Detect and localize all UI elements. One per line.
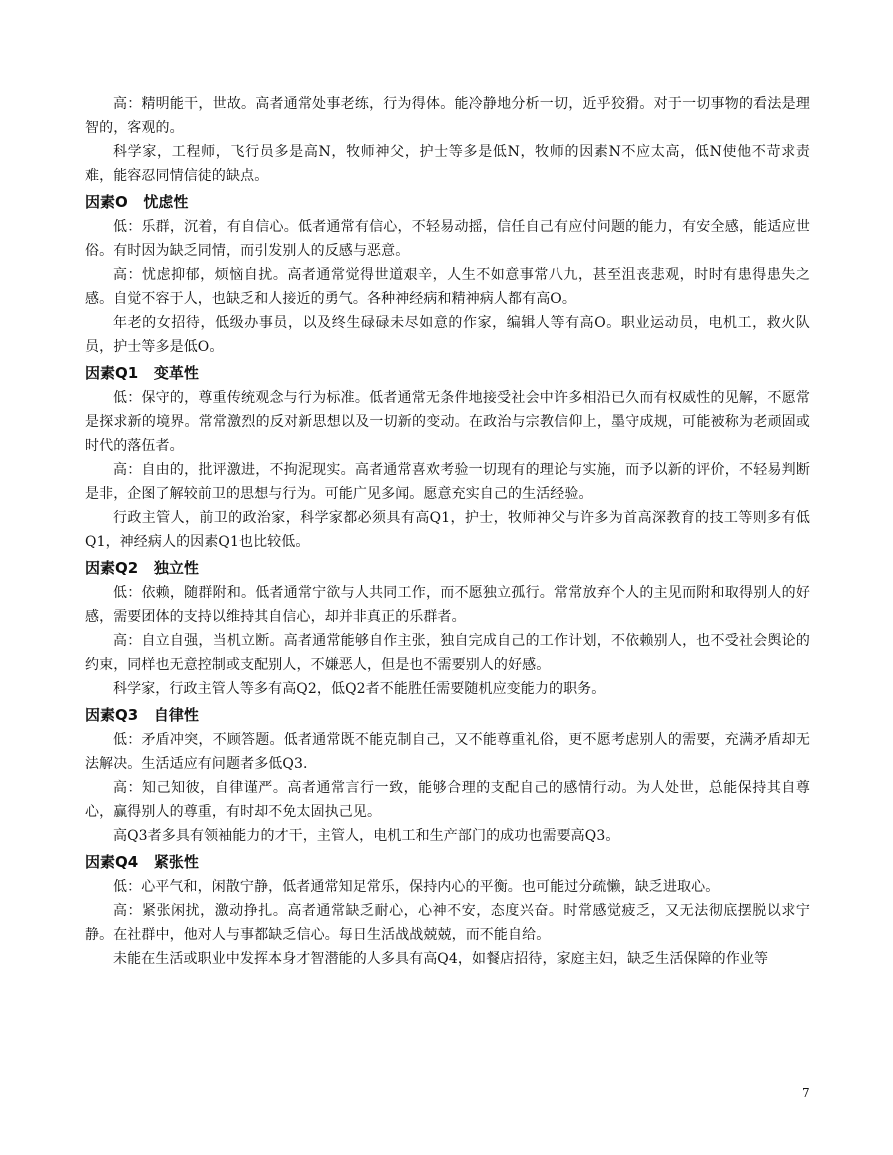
paragraph: 高：自由的，批评激进，不拘泥现实。高者通常喜欢考验一切现有的理论与实施，而予以新的评价，不轻易判断是非，企图了解较前卫的思想与行为。可能广见多闻。愿意充实自己的生活经验。 <box>85 462 810 502</box>
paragraph: 低：保守的，尊重传统观念与行为标准。低者通常无条件地接受社会中许多相沿已久而有权威性的见解，不愿常是探求新的境界。常常激烈的反对新思想以及一切新的变动。在政治与宗教信仰上，墨守成规，可能被称为老顽固或时代的落伍者。 <box>85 390 810 454</box>
section-heading-factor-q1: 因素Q1 变革性 <box>85 364 199 382</box>
paragraph: 高：忧虑抑郁，烦恼自扰。高者通常觉得世道艰辛，人生不如意事常八九，甚至沮丧悲观，时时有患得患失之感。自觉不容于人，也缺乏和人接近的勇气。各种神经病和精神病人都有高O。 <box>85 267 810 307</box>
section-heading-factor-q2: 因素Q2 独立性 <box>85 559 199 577</box>
paragraph: 科学家，行政主管人等多有高Q2，低Q2者不能胜任需要随机应变能力的职务。 <box>113 681 606 697</box>
paragraph: 低：心平气和，闲散宁静，低者通常知足常乐，保持内心的平衡。也可能过分疏懒，缺乏进取心。 <box>113 879 720 895</box>
paragraph: 年老的女招待，低级办事员，以及终生碌碌未尽如意的作家，编辑人等有高O。职业运动员，电机工，救火队员，护士等多是低O。 <box>85 315 810 355</box>
paragraph: 低：矛盾冲突，不顾答题。低者通常既不能克制自己，又不能尊重礼俗，更不愿考虑别人的需要，充满矛盾却无法解决。生活适应有问题者多低Q3. <box>85 732 810 772</box>
paragraph: 未能在生活或职业中发挥本身才智潜能的人多具有高Q4，如餐店招待，家庭主妇，缺乏生活保障的作业等 <box>113 951 769 967</box>
paragraph: 行政主管人，前卫的政治家，科学家都必须具有高Q1，护士，牧师神父与许多为首高深教育的技工等则多有低Q1，神经病人的因素Q1也比较低。 <box>85 510 810 550</box>
paragraph: 低：依赖，随群附和。低者通常宁欲与人共同工作，而不愿独立孤行。常常放弃个人的主见而附和取得别人的好感，需要团体的支持以维持其自信心，却并非真正的乐群者。 <box>85 585 810 625</box>
document-body <box>85 92 810 971</box>
paragraph: 高：知己知彼，自律谨严。高者通常言行一致，能够合理的支配自己的感情行动。为人处世，总能保持其自尊心，赢得别人的尊重，有时却不免太固执己见。 <box>85 780 810 820</box>
paragraph: 科学家，工程师，飞行员多是高N，牧师神父，护士等多是低N，牧师的因素N不应太高，低N使他不苛求责难，能容忍同情信徒的缺点。 <box>85 144 810 184</box>
paragraph: 低：乐群，沉着，有自信心。低者通常有信心，不轻易动摇，信任自己有应付问题的能力，有安全感，能适应世俗。有时因为缺乏同情，而引发别人的反感与恶意。 <box>85 219 810 259</box>
paragraph: 高：自立自强，当机立断。高者通常能够自作主张，独自完成自己的工作计划，不依赖别人，也不受社会舆论的约束，同样也无意控制或支配别人，不嫌恶人，但是也不需要别人的好感。 <box>85 633 810 673</box>
page-number: 7 <box>802 1086 810 1100</box>
paragraph: 高Q3者多具有领袖能力的才干，主管人，电机工和生产部门的成功也需要高Q3。 <box>113 828 620 844</box>
section-heading-factor-o: 因素O 忧虑性 <box>85 193 189 211</box>
section-heading-factor-q4: 因素Q4 紧张性 <box>85 853 199 871</box>
section-heading-factor-q3: 因素Q3 自律性 <box>85 706 199 724</box>
paragraph: 高：紧张闲扰，激动挣扎。高者通常缺乏耐心，心神不安，态度兴奋。时常感觉疲乏，又无法彻底摆脱以求宁静。在社群中，他对人与事都缺乏信心。每日生活战战兢兢，而不能自给。 <box>85 903 810 943</box>
paragraph: 高：精明能干，世故。高者通常处事老练，行为得体。能冷静地分析一切，近乎狡猾。对于一切事物的看法是理智的，客观的。 <box>85 96 810 136</box>
